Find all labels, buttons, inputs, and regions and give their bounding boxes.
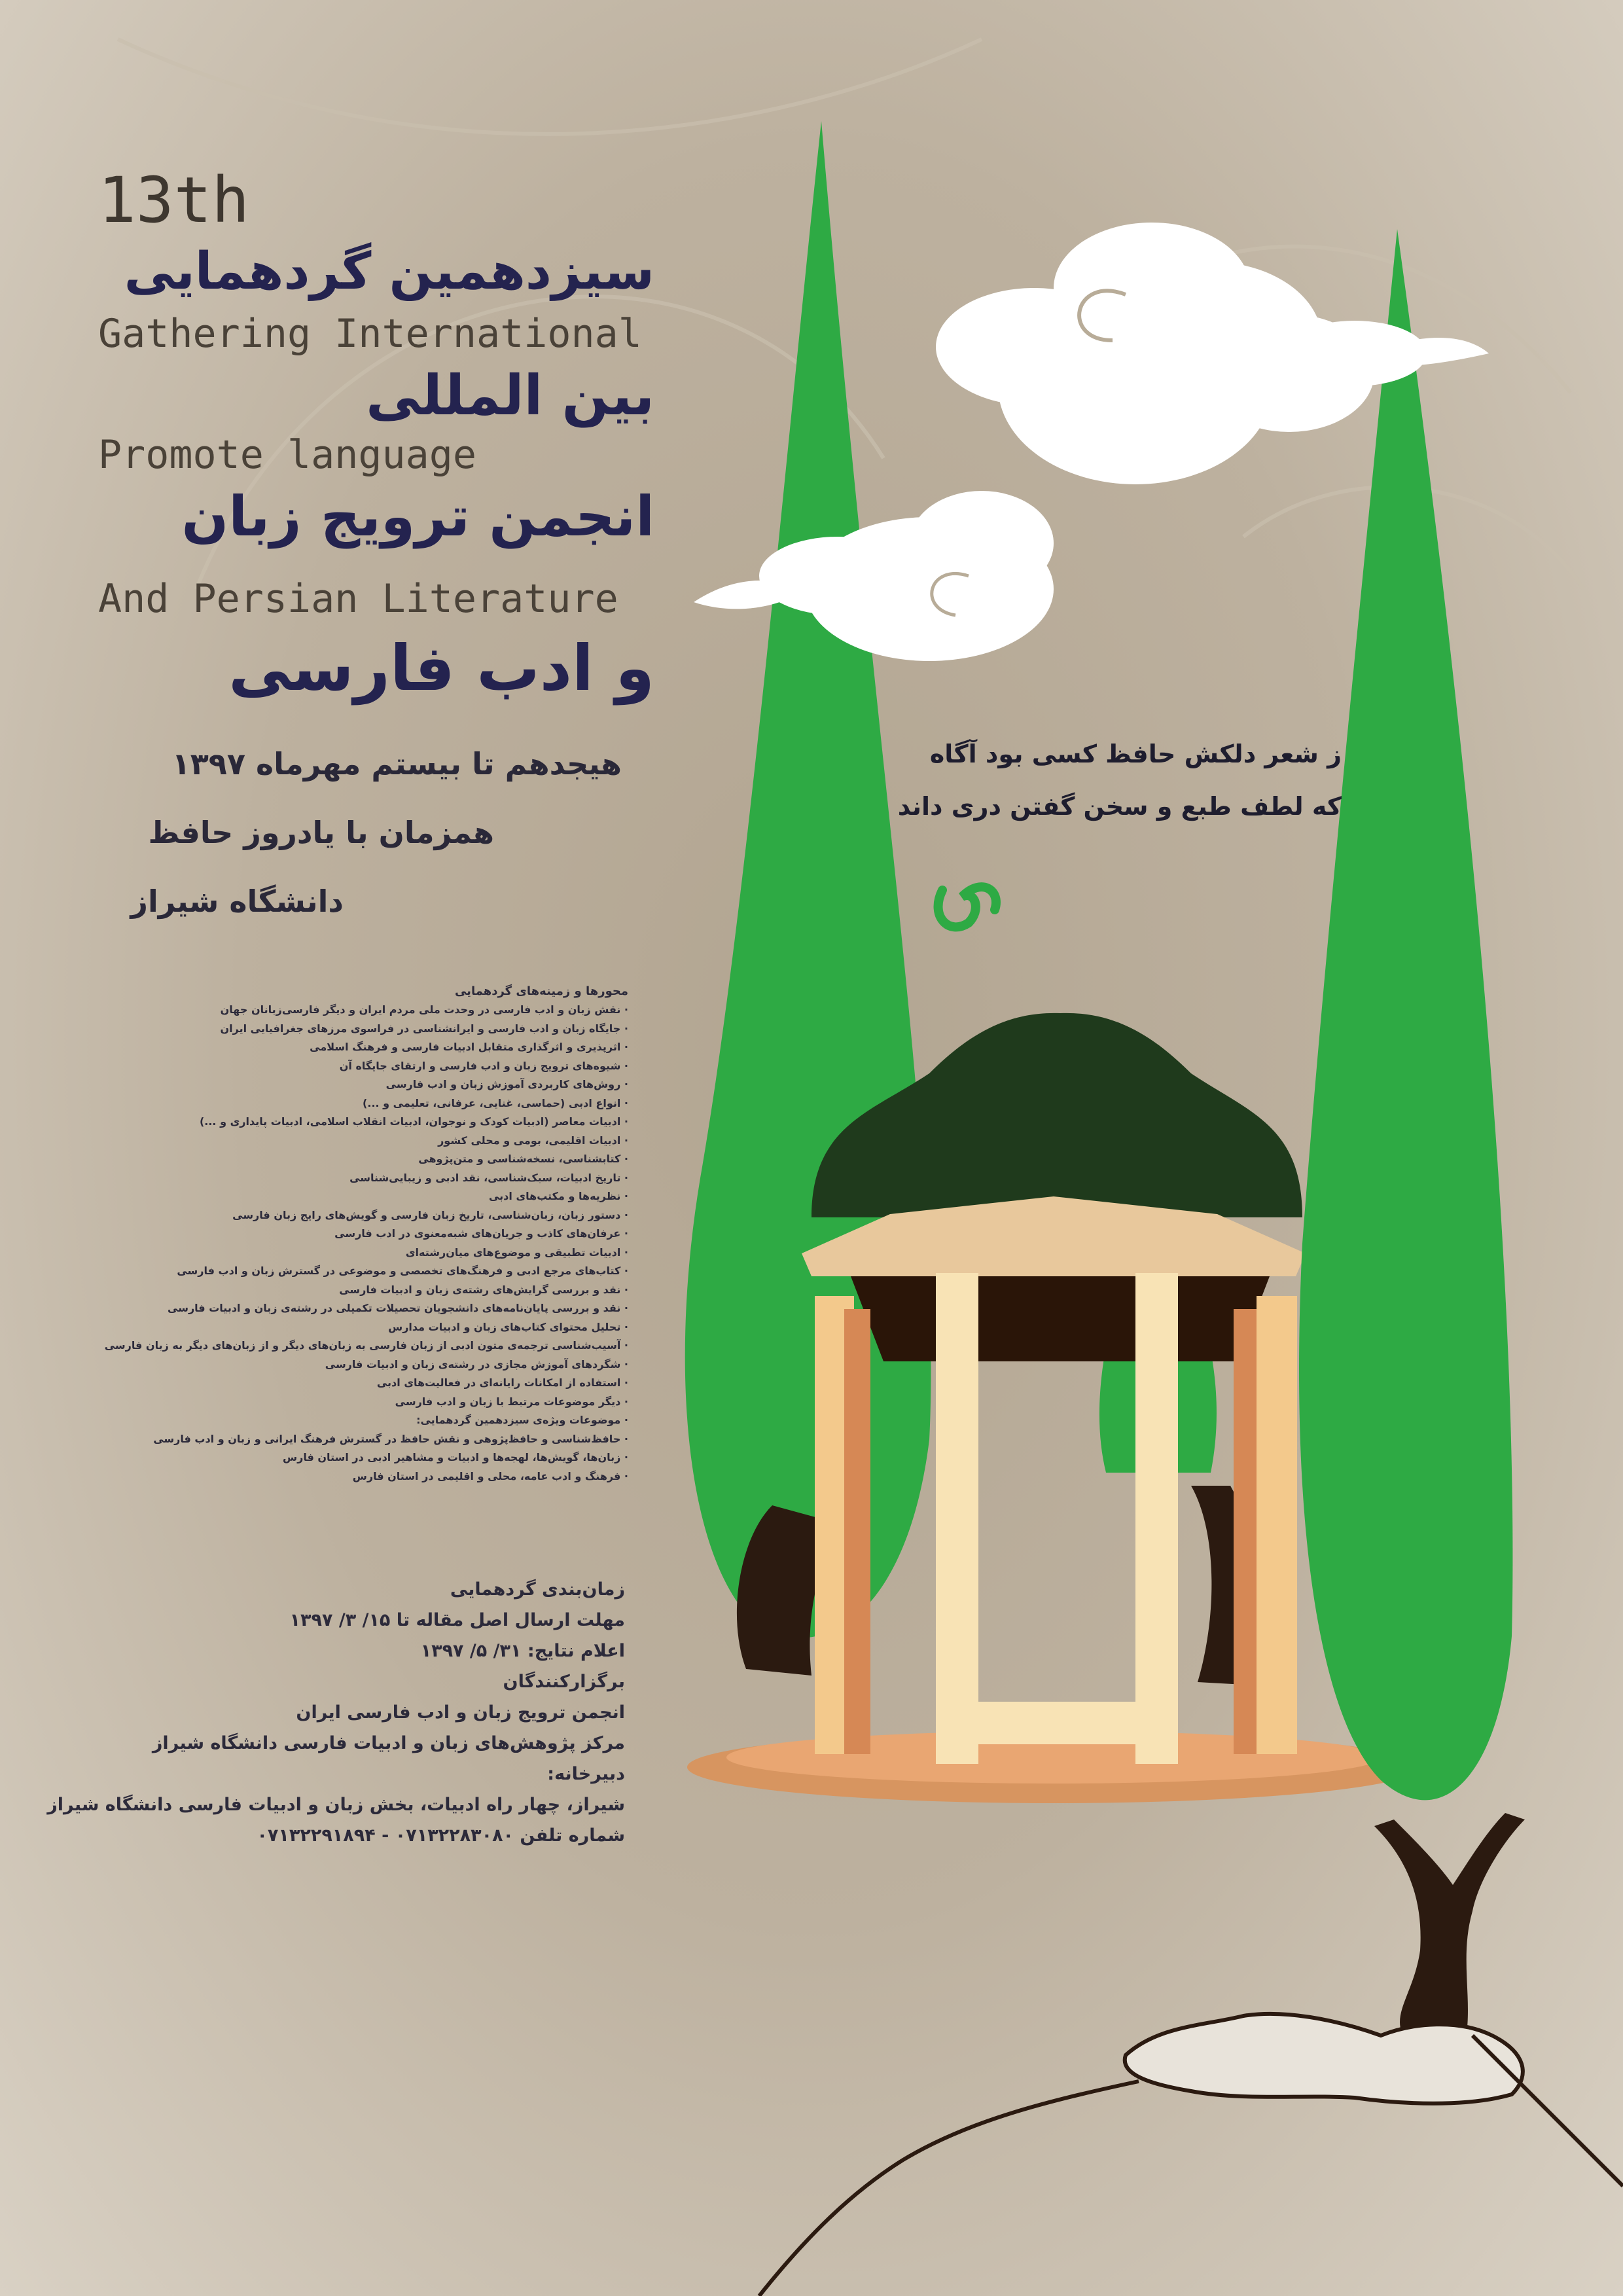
- topic-item: · کتابشناسی، نسخه‌شناسی و متن‌پژوهی: [85, 1150, 628, 1169]
- topic-item: · نظریه‌ها و مکتب‌های ادبی: [85, 1187, 628, 1206]
- topic-item: · شیوه‌های ترویج زبان و ادب فارسی و ارتقای جایگاه آن: [85, 1057, 628, 1076]
- poem-line1: ز شعر دلکش حافظ کسی بود آگاه: [929, 740, 1342, 768]
- topic-item: · کتاب‌های مرجع ادبی و فرهنگ‌های تخصصی و موضوعی در گسترش زبان و ادب فارسی: [85, 1262, 628, 1281]
- topic-item: · انواع ادبی (حماسی، غنایی، عرفانی، تعلیمی و ...): [85, 1094, 628, 1113]
- title-en-line3: And Persian Literature: [98, 576, 618, 622]
- ground-line: [759, 2081, 1139, 2296]
- topic-item: · جایگاه زبان و ادب فارسی و ایرانشناسی در فراسوی مرزهای جغرافیایی ایران: [85, 1020, 628, 1039]
- topic-item: · روش‌های کاربردی آموزش زبان و ادب فارسی: [85, 1075, 628, 1094]
- paper-deadline: مهلت ارسال اصل مقاله تا ۱۵/ ۳/ ۱۳۹۷: [289, 1610, 625, 1630]
- title-fa-line1: سیزدهمین گردهمایی: [124, 242, 654, 301]
- pavilion-column: [1257, 1296, 1297, 1754]
- organizer-1: انجمن ترویج زبان و ادب فارسی ایران: [296, 1702, 625, 1723]
- topic-item: · ادبیات اقلیمی، بومی و محلی کشور: [85, 1132, 628, 1151]
- cloud-small: [694, 491, 1054, 661]
- topic-item: · نقد و بررسی پایان‌نامه‌های دانشجویان تحصیلات تکمیلی در رشته‌ی زبان و ادبیات فارسی: [85, 1299, 628, 1318]
- topic-item: · ادبیات معاصر (ادبیات کودک و نوجوان، ادبیات انقلاب اسلامی، ادبیات پایداری و ...): [85, 1113, 628, 1132]
- organizer-2: مرکز پژوهش‌های زبان و ادبیات فارسی دانشگاه شیراز: [152, 1733, 625, 1753]
- topic-item: · فرهنگ و ادب عامه، محلی و اقلیمی در استان فارس: [85, 1467, 628, 1486]
- event-dates: هیجدهم تا بیستم مهرماه ۱۳۹۷: [171, 746, 622, 781]
- secretariat-title: دبیرخانه:: [547, 1764, 625, 1784]
- right-tree-trunk: [1374, 1813, 1525, 2042]
- title-fa-line3: انجمن ترویج زبان: [181, 484, 654, 548]
- event-occasion: همزمان با یادروز حافظ: [148, 815, 494, 850]
- organizers-title: برگزارکنندگان: [503, 1672, 625, 1692]
- topic-item: · نقش زبان و ادب فارسی در وحدت ملی مردم ایران و دیگر فارسی‌زبانان جهان: [85, 1001, 628, 1020]
- schedule-block: [47, 1574, 625, 1851]
- topics-list: [85, 982, 628, 1486]
- schedule-title: زمان‌بندی گردهمایی: [450, 1579, 625, 1600]
- topic-item: · تاریخ ادبیات، سبک‌شناسی، نقد ادبی و زیبایی‌شناسی: [85, 1169, 628, 1188]
- left-cypress-tree: [685, 121, 931, 1638]
- pavilion-column: [936, 1273, 978, 1764]
- topic-item: · عرفان‌های کاذب و جریان‌های شبه‌معنوی در ادب فارسی: [85, 1225, 628, 1244]
- rock-outcrop: [1125, 2014, 1523, 2104]
- title-fa-line4: و ادب فارسی: [228, 632, 654, 705]
- phone-numbers: شماره تلفن ۰۷۱۳۲۲۸۳۰۸۰ - ۰۷۱۳۲۲۹۱۸۹۴: [257, 1825, 625, 1846]
- topics-title: محورها و زمینه‌های گردهمایی: [454, 984, 628, 998]
- secretariat-address: شیراز، چهار راه ادبیات، بخش زبان و ادبیات فارسی دانشگاه شیراز: [47, 1795, 625, 1815]
- topic-item: · ادبیات تطبیقی و موضوع‌های میان‌رشته‌ای: [85, 1244, 628, 1263]
- edition-number: 13th: [98, 164, 250, 237]
- topic-item: · استفاده از امکانات رایانه‌ای در فعالیت‌های ادبی: [85, 1374, 628, 1393]
- topic-item: · نقد و بررسی گرایش‌های رشته‌ی زبان و ادبیات فارسی: [85, 1281, 628, 1300]
- results-date: اعلام نتایج: ۳۱/ ۵/ ۱۳۹۷: [420, 1641, 625, 1661]
- topic-item: · شگردهای آموزش مجازی در رشته‌ی زبان و ادبیات فارسی: [85, 1355, 628, 1374]
- event-venue: دانشگاه شیراز: [130, 884, 344, 919]
- right-cypress-tree: [1299, 229, 1512, 1800]
- topic-item: · حافظ‌شناسی و حافظ‌پژوهی و نقش حافظ در گسترش فرهنگ ایرانی و زبان و ادب فارسی: [85, 1430, 628, 1449]
- pavilion-column: [1135, 1273, 1178, 1764]
- topic-item: · دستور زبان، زبان‌شناسی، تاریخ زبان فارسی و گویش‌های رایج زبان فارسی: [85, 1206, 628, 1225]
- poem-line2: که لطف طبع و سخن گفتن دری داند: [897, 792, 1342, 821]
- topic-item: · آسیب‌شناسی ترجمه‌ی متون ادبی از زبان فارسی به زبان‌های دیگر و از زبان‌های دیگر به زبان فارسی: [85, 1336, 628, 1355]
- title-fa-line2: بین المللی: [366, 363, 654, 427]
- topic-item: · دیگر موضوعات مرتبط با زبان و ادب فارسی: [85, 1393, 628, 1412]
- green-calligraphy-mark: [938, 887, 996, 927]
- topic-item: · زبان‌ها، گویش‌ها، لهجه‌ها و ادبیات و مشاهیر ادبی در استان فارس: [85, 1448, 628, 1467]
- title-en-line2: Promote language: [98, 432, 476, 478]
- topic-item: · اثرپذیری و اثرگذاری متقابل ادبیات فارسی و فرهنگ اسلامی: [85, 1038, 628, 1057]
- topic-item: · تحلیل محتوای کتاب‌های زبان و ادبیات مدارس: [85, 1318, 628, 1337]
- title-en-line1: Gathering International: [98, 311, 642, 357]
- topic-item: · موضوعات ویژه‌ی سیزدهمین گردهمایی:: [85, 1411, 628, 1430]
